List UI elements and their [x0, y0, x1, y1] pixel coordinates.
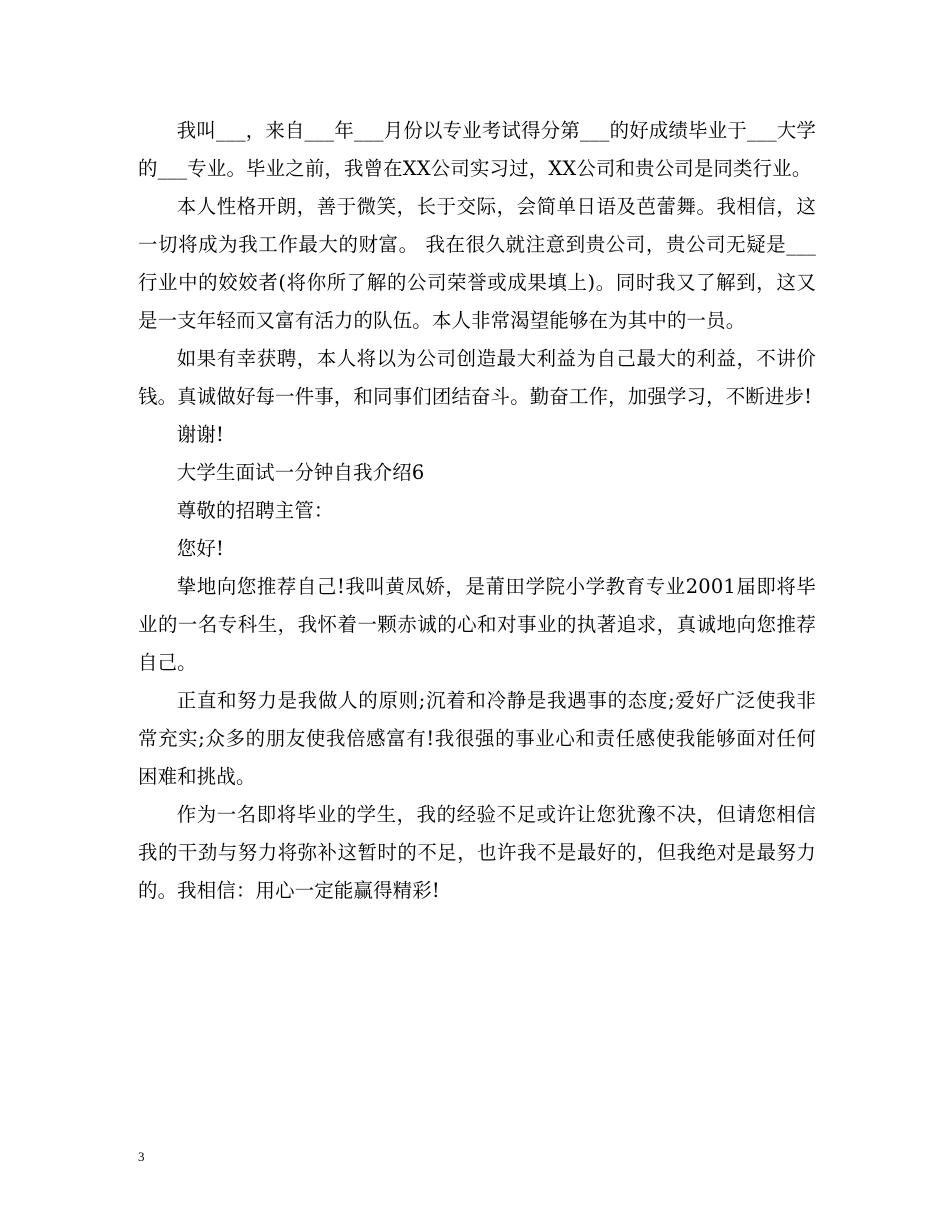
paragraph-intro: 我叫___，来自___年___月份以专业考试得分第___的好成绩毕业于___大学的___专业。毕业之前，我曾在XX公司实习过，XX公司和贵公司是同类行业。: [138, 119, 816, 180]
document-body: [138, 112, 816, 910]
salutation: 尊敬的招聘主管：: [176, 499, 334, 522]
section-heading: 大学生面试一分钟自我介绍6: [176, 461, 425, 484]
page-number: 3: [138, 1149, 145, 1164]
paragraph-commitment: 如果有幸获聘，本人将以为公司创造最大利益为自己最大的利益，不讲价钱。真诚做好每一件事，和同事们团结奋斗。勤奋工作，加强学习，不断进步!: [138, 347, 816, 408]
paragraph-thanks: 谢谢!: [176, 423, 224, 446]
paragraph-personality: 本人性格开朗，善于微笑，长于交际，会简单日语及芭蕾舞。我相信，这一切将成为我工作最大的财富。 我在很久就注意到贵公司，贵公司无疑是___行业中的姣姣者(将你所了解的公司荣誉或成果填上)。同时我又了解到，这又是一支年轻而又富有活力的队伍。本人非常渴望能够在为其中的一员。: [138, 195, 816, 332]
paragraph-recommendation: 挚地向您推荐自己!我叫黄凤娇，是莆田学院小学教育专业2001届即将毕业的一名专科生，我怀着一颗赤诚的心和对事业的执著追求，真诚地向您推荐自己。: [138, 575, 816, 674]
paragraph-closing: 作为一名即将毕业的学生，我的经验不足或许让您犹豫不决，但请您相信我的干劲与努力将弥补这暂时的不足，也许我不是最好的，但我绝对是最努力的。我相信：用心一定能赢得精彩!: [138, 803, 816, 902]
greeting: 您好!: [176, 537, 224, 560]
paragraph-principles: 正直和努力是我做人的原则;沉着和冷静是我遇事的态度;爱好广泛使我非常充实;众多的朋友使我倍感富有!我很强的事业心和责任感使我能够面对任何困难和挑战。: [138, 689, 816, 788]
